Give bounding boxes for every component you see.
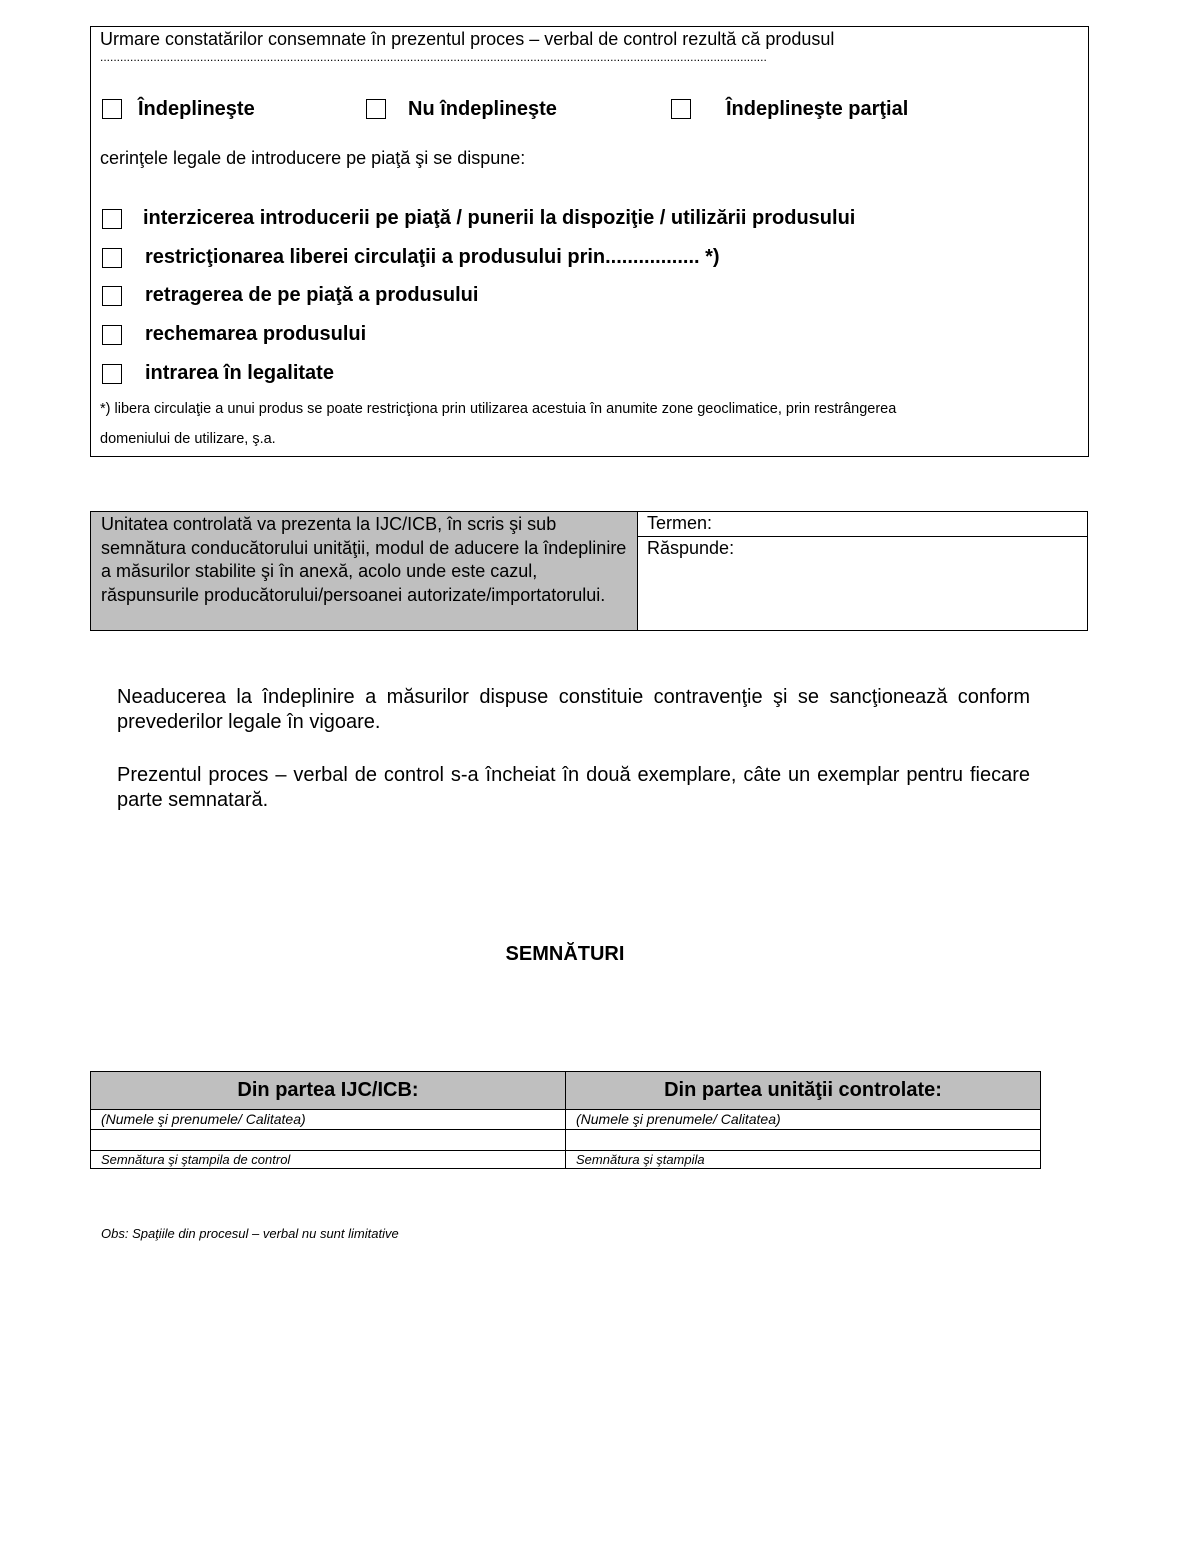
checkbox-measure-legalitate[interactable] (102, 364, 122, 384)
instruction-cell (91, 512, 638, 631)
footnote-line-1: *) libera circulaţie a unui produs se poate restricţiona prin utilizarea acestuia în anumite zone geoclimatice, prin restrângerea (100, 401, 897, 417)
instruction-text: Unitatea controlată va prezenta la IJC/ICB, în scris şi sub semnătura conducătorului unităţii, modul de aducere la îndeplinire a măsurilor stabilite şi în anexă, acolo unde este cazul, răspunsurile producătorului/persoanei autorizate/importatorului. (101, 514, 627, 605)
right-header-cell (566, 1072, 1041, 1110)
checkbox-measure-interzicere[interactable] (102, 209, 122, 229)
requirements-text: cerinţele legale de introducere pe piaţă şi se dispune: (100, 148, 526, 168)
measure-rechemare: rechemarea produsului (145, 323, 367, 345)
left-name-label-cell (91, 1110, 566, 1130)
left-sign-label-cell (91, 1151, 566, 1169)
right-sign-label: Semnătura şi ştampila (576, 1152, 705, 1167)
checkbox-indeplineste[interactable] (102, 99, 122, 119)
raspunde-cell[interactable] (638, 537, 1088, 631)
signatures-title: SEMNĂTURI (505, 943, 625, 965)
raspunde-label: Răspunde: (647, 538, 735, 558)
signatures-table (90, 1071, 1041, 1169)
measure-retragere: retragerea de pe piaţă a produsului (145, 284, 479, 306)
right-header: Din partea unităţii controlate: (664, 1079, 942, 1101)
measure-interzicere: interzicerea introducerii pe piaţă / punerii la dispoziţie / utilizării produsului (143, 207, 856, 229)
observation-note: Obs: Spaţiile din procesul – verbal nu sunt limitative (101, 1226, 399, 1241)
left-name-label: (Numele şi prenumele/ Calitatea) (101, 1111, 306, 1127)
right-name-label-cell (566, 1110, 1041, 1130)
paragraph-contraventie: Neaducerea la îndeplinire a măsurilor dispuse constituie contravenţie şi se sancţionează conform prevederilor legale în vigoare. (117, 686, 1030, 733)
right-name-field[interactable] (566, 1130, 1041, 1151)
measure-legalitate: intrarea în legalitate (145, 362, 334, 384)
instruction-table (90, 511, 1088, 631)
left-header: Din partea IJC/ICB: (237, 1079, 419, 1101)
right-sign-label-cell (566, 1151, 1041, 1169)
checkbox-nu-indeplineste[interactable] (366, 99, 386, 119)
checkbox-measure-restrictionare[interactable] (102, 248, 122, 268)
paragraph-exemplare: Prezentul proces – verbal de control s-a încheiat în două exemplare, câte un exemplar pentru fiecare parte semnatară. (117, 764, 1030, 811)
left-name-field[interactable] (91, 1130, 566, 1151)
findings-box (90, 26, 1089, 457)
checkbox-measure-rechemare[interactable] (102, 325, 122, 345)
measure-restrictionare: restricţionarea liberei circulaţii a produsului prin................. *) (145, 246, 720, 268)
option-indeplineste-partial: Îndeplineşte parţial (726, 98, 909, 120)
termen-cell[interactable] (638, 512, 1088, 537)
checkbox-measure-retragere[interactable] (102, 286, 122, 306)
right-name-label: (Numele şi prenumele/ Calitatea) (576, 1111, 781, 1127)
option-nu-indeplineste: Nu îndeplineşte (408, 98, 557, 120)
termen-label: Termen: (647, 513, 713, 533)
left-header-cell (91, 1072, 566, 1110)
footnote-line-2: domeniului de utilizare, ş.a. (100, 431, 276, 447)
option-indeplineste: Îndeplineşte (138, 98, 255, 120)
checkbox-indeplineste-partial[interactable] (671, 99, 691, 119)
findings-intro: Urmare constatărilor consemnate în prezentul proces – verbal de control rezultă că produsul (100, 29, 835, 49)
product-dotted-line: ........................................................................................................................................................................................................ (100, 50, 767, 64)
left-sign-label: Semnătura şi ştampila de control (101, 1152, 291, 1167)
